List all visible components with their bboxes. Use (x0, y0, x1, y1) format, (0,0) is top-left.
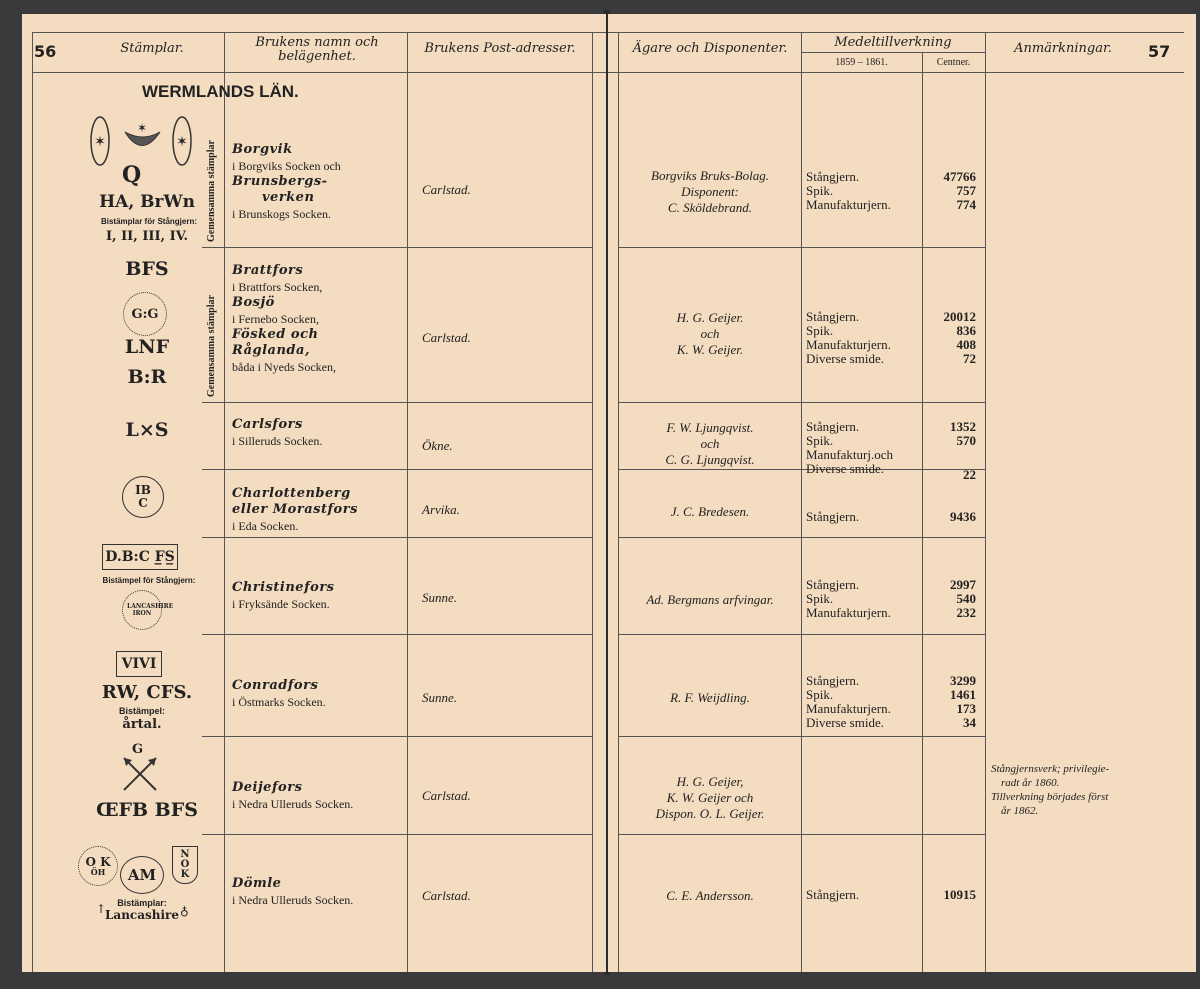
stamp-note: Bistämplar: (117, 898, 167, 908)
stamp-lancashire-seal (122, 590, 174, 630)
stamp-oefb: ŒFB BFS (96, 799, 198, 821)
stamp-g: G (132, 742, 144, 757)
row-rule (202, 634, 592, 635)
owner-entry (620, 592, 800, 608)
owner-line: Borgviks Bruks-Bolag. (651, 168, 769, 183)
production-value: 540 (956, 591, 976, 606)
column-divider (224, 32, 225, 972)
stamp-ha: HA, BrWn (99, 192, 195, 212)
subheader-rule (801, 52, 985, 53)
stamp-q: Q (122, 162, 142, 188)
mill-name: Borgvik (232, 142, 293, 157)
stamp-nok-text: N O K (180, 849, 190, 880)
production-value: 836 (956, 323, 976, 338)
production-value: 774 (956, 197, 976, 212)
mill-entry (232, 417, 404, 449)
stamp-emblems (90, 114, 200, 169)
row-rule (202, 537, 592, 538)
mill-parish: i Nedra Ulleruds Socken. (232, 893, 354, 907)
row-rule (202, 469, 592, 470)
mill-parish: i Silleruds Socken. (232, 434, 323, 448)
stamp-am-text: AM (127, 866, 157, 884)
product-item: Spik. (806, 433, 834, 448)
mill-name: Conradfors (232, 678, 319, 693)
owner-entry (620, 420, 800, 468)
mill-parish: i Östmarks Socken. (232, 695, 326, 709)
owner-line: C. Sköldebrand. (667, 200, 753, 215)
stamp-vivi (116, 651, 162, 677)
stamp-roman: I, II, III, IV. (105, 229, 189, 244)
post-address: Ökne. (422, 438, 453, 453)
stamp-ibc-text: IB C (135, 483, 151, 510)
header-unit: Centner. (936, 57, 971, 68)
right-page (608, 14, 1196, 972)
mill-parish: i Brattfors Socken, (232, 280, 323, 294)
header-owners: Ägare och Disponenter. (632, 41, 788, 56)
production-value: 10915 (943, 887, 976, 902)
row-rule (618, 634, 985, 635)
owner-line: J. C. Bredesen. (670, 504, 750, 519)
product-item: Spik. (806, 687, 834, 702)
stamp-note: Bistämpel: (118, 706, 165, 716)
left-page (22, 14, 606, 972)
mill-name: Christinefors (232, 580, 335, 595)
row-rule (618, 247, 985, 248)
crossed-arrows-icon (120, 754, 160, 794)
product-item: Diverse smide. (806, 461, 884, 476)
column-divider (407, 32, 408, 972)
product-item: Diverse smide. (806, 351, 884, 366)
product-item: Spik. (806, 183, 834, 198)
mill-name: Brattfors (232, 263, 304, 278)
production-value: 47766 (943, 169, 976, 184)
header-mill-name: Brukens namn och belägenhet. (255, 35, 379, 64)
stamp-am (120, 856, 164, 894)
owner-line: Dispon. O. L. Geijer. (655, 806, 765, 821)
production-value: 408 (956, 337, 976, 352)
header-production: Medeltillverkning (834, 35, 952, 50)
header-remarks: Anmärkningar. (1014, 41, 1112, 56)
mill-entry (232, 580, 404, 612)
region-heading: WERMLANDS LÄN. (142, 82, 299, 101)
svg-text:✶: ✶ (94, 134, 106, 150)
owner-entry (620, 310, 800, 358)
owner-line: C. E. Andersson. (666, 888, 754, 903)
stamp-bfs: BFS (125, 258, 169, 280)
owner-line: Disponent: (681, 184, 739, 199)
post-address: Sunne. (422, 690, 458, 705)
mill-name: Fösked och (232, 327, 319, 342)
mill-parish: i Nedra Ulleruds Socken. (232, 797, 354, 811)
column-divider (985, 32, 986, 972)
header-post: Brukens Post-adresser. (424, 41, 576, 56)
production-value: 2997 (950, 577, 976, 592)
stamp-gg (123, 292, 167, 336)
mill-name: Brunsbergs- (232, 174, 328, 189)
mill-entry (232, 678, 404, 710)
mill-name: Bosjö (232, 295, 275, 310)
row-rule (202, 736, 592, 737)
mill-entry (232, 780, 404, 812)
header-years: 1859 – 1861. (835, 57, 888, 68)
mill-name: Charlottenberg (232, 486, 351, 501)
product-item: Stångjern. (806, 169, 860, 184)
column-divider (592, 32, 593, 972)
production-value: 1461 (950, 687, 976, 702)
owner-line: Ad. Bergmans arfvingar. (646, 592, 774, 607)
product-item: Spik. (806, 591, 834, 606)
production-value: 3299 (950, 673, 976, 688)
svg-text:✶: ✶ (176, 134, 188, 150)
mill-parish: i Eda Socken. (232, 519, 299, 533)
product-item: Manufakturjern. (806, 197, 891, 212)
mill-name: Carlsfors (232, 417, 303, 432)
owner-entry (620, 690, 800, 706)
stamp-nok (172, 846, 198, 884)
owner-entry (620, 888, 800, 904)
production-value: 173 (956, 701, 976, 716)
row-rule (618, 537, 985, 538)
page-number: 57 (1148, 42, 1171, 61)
mill-entry (232, 876, 404, 908)
row-rule (618, 736, 985, 737)
product-item: Manufakturjern. (806, 337, 891, 352)
page-number: 56 (34, 42, 57, 61)
product-item: Stångjern. (806, 887, 860, 902)
product-item: Manufakturjern. (806, 701, 891, 716)
header-bottom-rule (32, 72, 606, 73)
header-top-rule (32, 32, 606, 33)
product-item: Stångjern. (806, 509, 860, 524)
owner-line: F. W. Ljungqvist. (666, 420, 754, 435)
remark-line: Tillverkning börjades först (991, 791, 1109, 803)
owner-entry (620, 168, 800, 216)
mill-parish: i Fernebo Socken, (232, 312, 319, 326)
post-address: Carlstad. (422, 888, 471, 903)
mill-name: eller Morastfors (232, 502, 358, 517)
post-address: Sunne. (422, 590, 458, 605)
arrow-up-icon: ↑ (96, 902, 107, 916)
mill-parish: i Brunskogs Socken. (232, 207, 331, 221)
production-value: 9436 (950, 509, 976, 524)
product-item: Manufakturj.och (806, 447, 894, 462)
production-value: 1352 (950, 419, 976, 434)
stamp-note: Bistämplar för Stångjern: (100, 217, 197, 226)
owner-line: H. G. Geijer, (676, 774, 744, 789)
owner-line: K. W. Geijer och (666, 790, 754, 805)
stamp-lancashire: Lancashire (104, 908, 179, 922)
stamp-oh-text: ÖH (90, 866, 106, 877)
row-rule (618, 834, 985, 835)
stamp-dbc (102, 544, 178, 570)
mill-name: Deijefors (232, 780, 303, 795)
stamp-dbc-text: D.B:C F̲S̲ (105, 549, 175, 565)
production-value: 20012 (943, 309, 976, 324)
mill-entry (232, 486, 404, 534)
stamp-gg-text: G:G (131, 306, 159, 322)
mill-parish: båda i Nyeds Socken, (232, 360, 336, 374)
post-address: Arvika. (422, 502, 460, 517)
production-value: 34 (963, 715, 976, 730)
stamp-seal-text: LANCASHIRE IRON (127, 603, 174, 617)
stamp-artal: årtal. (122, 717, 162, 732)
vertical-label: Gemensamma stämplar (206, 140, 217, 242)
stamp-note: Bistämpel för Stångjern: (102, 576, 196, 585)
column-divider (618, 32, 619, 972)
remark-line: år 1862. (1001, 805, 1039, 817)
post-address: Carlstad. (422, 788, 471, 803)
owner-entry (620, 774, 800, 822)
owner-line: C. G. Ljungqvist. (665, 452, 755, 467)
mill-parish: i Borgviks Socken och (232, 159, 341, 173)
owner-line: och (700, 326, 720, 341)
owner-line: R. F. Weijdling. (670, 690, 750, 705)
remark-entry (991, 762, 1159, 818)
remark-line: Stångjernsverk; privilegie- (991, 763, 1110, 775)
stamp-ls: L×S (125, 419, 169, 441)
header-stamps: Stämplar. (120, 41, 184, 56)
stamp-ok-text: O K (85, 854, 111, 869)
mill-entry (232, 263, 404, 375)
stamp-ibc (122, 476, 164, 518)
product-item: Spik. (806, 323, 834, 338)
product-item: Manufakturjern. (806, 605, 891, 620)
mill-parish: i Fryksände Socken. (232, 597, 330, 611)
stamp-rwcfs: RW, CFS. (101, 682, 193, 703)
production-value: 232 (956, 605, 976, 620)
owner-line: H. G. Geijer. (676, 310, 744, 325)
row-rule (202, 247, 592, 248)
column-divider (801, 32, 802, 972)
ring-icon: ♁ (180, 904, 189, 918)
product-item: Stångjern. (806, 577, 860, 592)
remark-line: radt år 1860. (1001, 777, 1060, 789)
post-address: Carlstad. (422, 330, 471, 345)
mill-name: Råglanda, (232, 343, 310, 358)
row-rule (202, 834, 592, 835)
product-item: Stångjern. (806, 673, 860, 688)
row-rule (618, 402, 985, 403)
stamp-ok (78, 846, 118, 886)
owner-line: och (700, 436, 720, 451)
product-item: Stångjern. (806, 309, 860, 324)
row-rule (202, 402, 592, 403)
mill-name: Dömle (232, 876, 282, 891)
svg-text:✶: ✶ (136, 121, 148, 135)
mill-name: verken (262, 190, 315, 205)
production-value: 757 (956, 183, 976, 198)
left-border (32, 32, 33, 972)
stamp-br: B:R (127, 366, 167, 388)
product-item: Diverse smide. (806, 715, 884, 730)
production-value: 22 (963, 467, 976, 482)
owner-line: K. W. Geijer. (676, 342, 744, 357)
production-value: 570 (956, 433, 976, 448)
owner-entry (620, 504, 800, 520)
header-bottom-rule (608, 72, 1184, 73)
stamp-vivi-text: VIVI (121, 656, 157, 672)
production-value: 72 (963, 351, 976, 366)
product-item: Stångjern. (806, 419, 860, 434)
vertical-label: Gemensamma stämplar (206, 295, 217, 397)
mill-entry (232, 142, 404, 222)
stamp-lnf: LNF (124, 336, 170, 358)
header-top-rule (608, 32, 1184, 33)
post-address: Carlstad. (422, 182, 471, 197)
